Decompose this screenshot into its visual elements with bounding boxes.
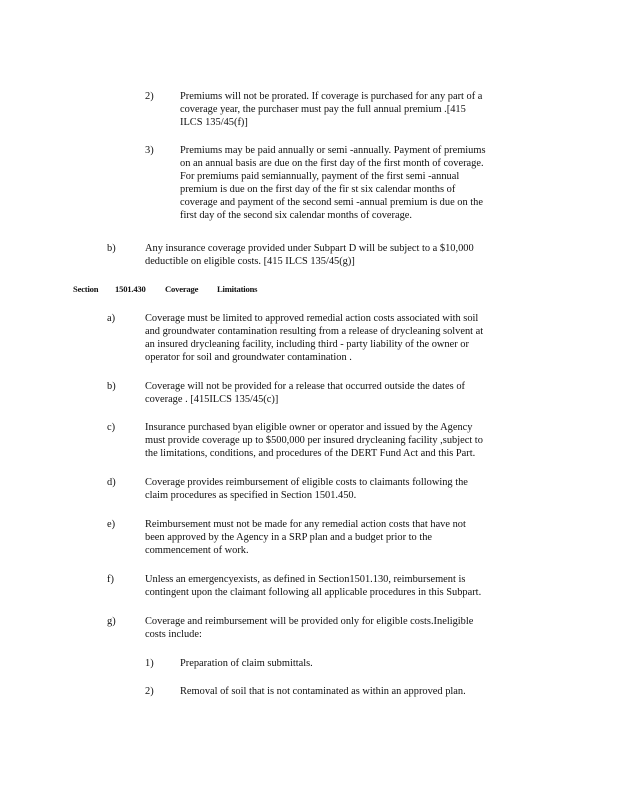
item-letter: d)	[107, 477, 116, 488]
section-label: Section	[73, 284, 99, 294]
item-text: Coverage will not be provided for a release that occurred outside the dates of coverage . [415ILCS 135/45(c)]	[145, 381, 465, 405]
section-number: 1501.430	[115, 284, 146, 294]
item-text: Coverage provides reimbursement of eligible costs to claimants following the claim procedures as specified in Section 1501.450.	[145, 477, 468, 501]
ineligible-item-text: Removal of soil that is not contaminated as within an approved plan.	[180, 686, 466, 697]
ineligible-item-number: 1)	[145, 658, 154, 669]
item-text: Coverage and reimbursement will be provided only for eligible costs.Ineligible costs include:	[145, 616, 474, 640]
section-title-2: Limitations	[217, 284, 258, 294]
section-title: Coverage	[165, 284, 199, 294]
item-letter: a)	[107, 313, 116, 324]
deductible-text: Any insurance coverage provided under Subpart D will be subject to a $10,000 deductible on eligible costs. [415 ILCS 135/45(g)]	[145, 243, 474, 267]
ineligible-item-text: Preparation of claim submittals.	[180, 658, 313, 669]
premium-item-text: Premiums will not be prorated. If coverage is purchased for any part of a coverage year, the purchaser must pay the full annual premium .[415 ILCS 135/45(f)]	[180, 91, 483, 128]
premium-item-text: Premiums may be paid annually or semi -annually. Payment of premiums on an annual basis are due on the first day of the first month of coverage. For premiums paid semiannually, payment of the first semi -annual premium is due on the first day of the fir st six calendar months of coverage and payment of the second semi -annual premium is due on the first day of the second six calendar months of coverage.	[180, 145, 486, 221]
item-text: Coverage must be limited to approved remedial action costs associated with soil and groundwater contamination resulting from a release of drycleaning solvent at an insured drycleaning facility, including third - party liability of the owner or operator for soil and groundwater contamination .	[145, 313, 484, 363]
item-letter: c)	[107, 422, 116, 433]
item-letter: f)	[107, 574, 114, 585]
item-text: Unless an emergencyexists, as defined in Section1501.130, reimbursement is contingent upon the claimant following all applicable procedures in this Subpart.	[145, 574, 482, 598]
premium-item-number: 2)	[145, 91, 154, 102]
item-letter: b)	[107, 243, 116, 254]
item-letter: b)	[107, 381, 116, 392]
ineligible-item-number: 2)	[145, 686, 154, 697]
item-text: Insurance purchased byan eligible owner or operator and issued by the Agency must provide coverage up to $500,000 per insured drycleaning facility ,subject to the limitations, conditions, and procedures of the DERT Fund Act and this Part.	[145, 422, 483, 459]
item-text: Reimbursement must not be made for any remedial action costs that have not been approved by the Agency in a SRP plan and a budget prior to the commencement of work.	[145, 519, 466, 556]
premium-item-number: 3)	[145, 145, 154, 156]
item-letter: g)	[107, 616, 116, 627]
item-letter: e)	[107, 519, 116, 530]
